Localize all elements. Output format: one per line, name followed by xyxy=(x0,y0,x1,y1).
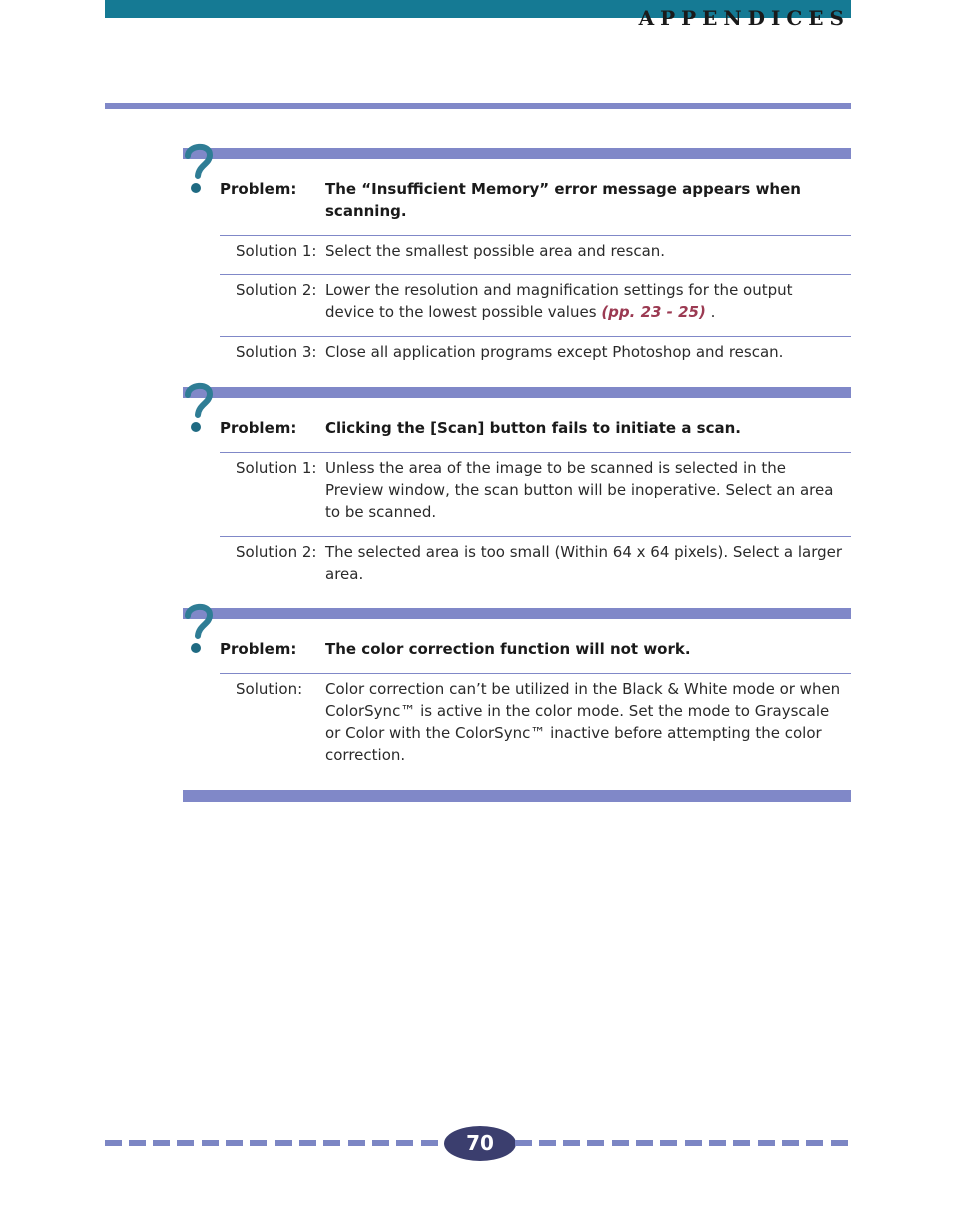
footer-dash xyxy=(348,1140,365,1146)
problem-section-3 xyxy=(183,608,851,778)
solution-label: Solution 1: xyxy=(236,459,317,477)
footer-dash xyxy=(202,1140,219,1146)
solution-row xyxy=(220,536,851,593)
footer-dash xyxy=(636,1140,653,1146)
question-mark-icon xyxy=(183,381,215,437)
solution-text: Close all application programs except Photoshop and rescan. xyxy=(325,343,784,361)
problem-section-1 xyxy=(183,148,851,373)
footer-dash-rule-right xyxy=(515,1140,851,1146)
solution-label: Solution 3: xyxy=(236,343,317,361)
solution-row xyxy=(220,452,851,536)
footer-dash xyxy=(587,1140,604,1146)
problem-section-2 xyxy=(183,387,851,592)
footer-dash xyxy=(421,1140,438,1146)
solution-row xyxy=(220,274,851,336)
page-number: 70 xyxy=(444,1126,516,1161)
footer-dash xyxy=(275,1140,292,1146)
page-reference-link[interactable]: (pp. 23 - 25) xyxy=(601,303,706,321)
footer-dash xyxy=(226,1140,243,1146)
solution-text: Select the smallest possible area and rescan. xyxy=(325,242,666,260)
solution-row xyxy=(220,336,851,374)
solution-text: Color correction can’t be utilized in the Black & White mode or when ColorSync™ is active in the color mode. Set the mode to Grayscale or Color with the ColorSync™ inactive before attempting the color correction. xyxy=(325,680,841,764)
footer-dash xyxy=(105,1140,122,1146)
footer-dash xyxy=(299,1140,316,1146)
footer-dash xyxy=(563,1140,580,1146)
solution-row xyxy=(220,673,851,779)
footer-dash xyxy=(177,1140,194,1146)
solution-label: Solution 2: xyxy=(236,281,317,299)
problem-text: The “Insufficient Memory” error message appears when scanning. xyxy=(325,180,801,220)
question-mark-icon xyxy=(183,602,215,658)
solution-text: Unless the area of the image to be scanned is selected in the Preview window, the scan button will be inoperative. Select an area to be scanned. xyxy=(325,459,834,521)
footer-dash xyxy=(806,1140,823,1146)
section-bar xyxy=(183,148,851,159)
section-bar xyxy=(183,387,851,398)
solution-text: Lower the resolution and magnification settings for the output device to the lowest possible values (pp. 23 - 25) . xyxy=(325,281,793,321)
footer-dash xyxy=(153,1140,170,1146)
solution-text: The selected area is too small (Within 64 x 64 pixels). Select a larger area. xyxy=(325,543,843,583)
problem-label: Problem: xyxy=(220,640,297,658)
question-mark-icon xyxy=(183,142,215,198)
footer-dash xyxy=(758,1140,775,1146)
problem-label: Problem: xyxy=(220,419,297,437)
footer-dash xyxy=(250,1140,267,1146)
footer-dash xyxy=(372,1140,389,1146)
footer-dash xyxy=(782,1140,799,1146)
footer-dash xyxy=(660,1140,677,1146)
footer-dash xyxy=(831,1140,848,1146)
footer-dash xyxy=(515,1140,532,1146)
solution-label: Solution 2: xyxy=(236,543,317,561)
solution-label: Solution 1: xyxy=(236,242,317,260)
solution-row xyxy=(220,235,851,274)
footer-dash-rule-left xyxy=(105,1140,445,1146)
page-header-title: APPENDICES xyxy=(638,6,850,30)
problem-text: The color correction function will not work. xyxy=(325,640,691,658)
header-rule xyxy=(105,103,851,109)
problem-text: Clicking the [Scan] button fails to initiate a scan. xyxy=(325,419,741,437)
footer-dash xyxy=(685,1140,702,1146)
bottom-rule xyxy=(183,790,851,802)
footer-dash xyxy=(129,1140,146,1146)
footer-dash xyxy=(709,1140,726,1146)
footer-dash xyxy=(323,1140,340,1146)
footer-dash xyxy=(733,1140,750,1146)
problem-label: Problem: xyxy=(220,180,297,198)
footer-dash xyxy=(396,1140,413,1146)
footer-dash xyxy=(539,1140,556,1146)
section-bar xyxy=(183,608,851,619)
footer-dash xyxy=(612,1140,629,1146)
solution-label: Solution: xyxy=(236,680,303,698)
